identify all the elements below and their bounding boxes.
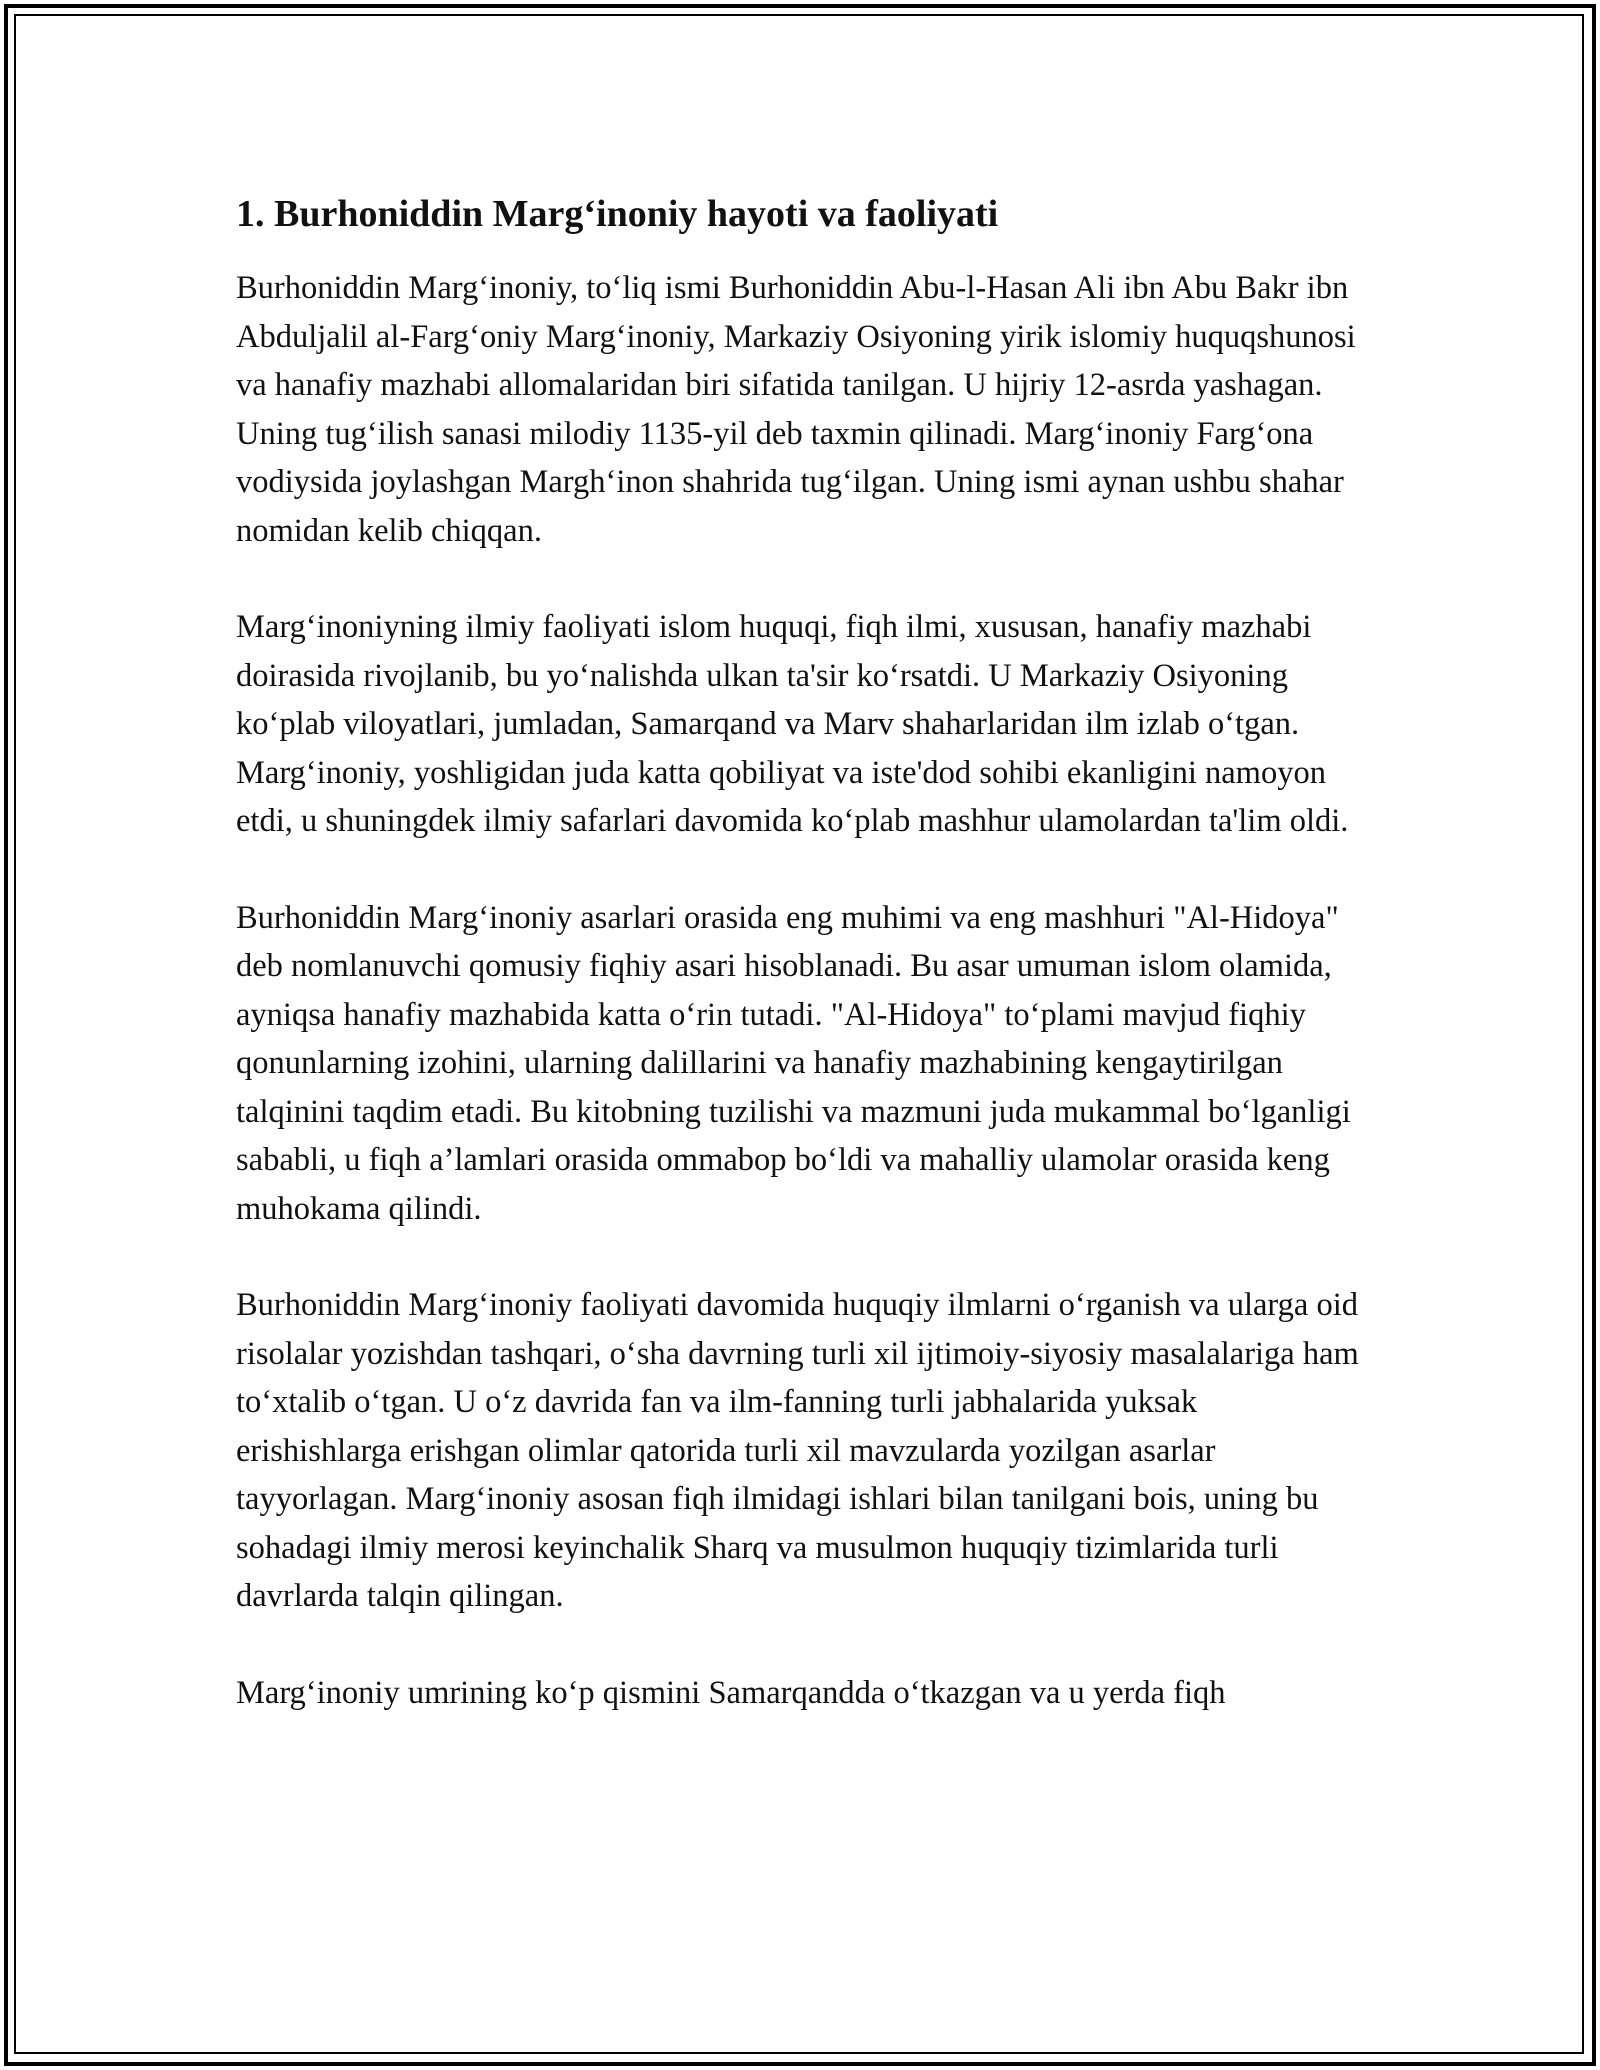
document-body [236, 186, 1368, 1717]
paragraph-legal-legacy: Burhoniddin Marg‘inoniy faoliyati davomida huquqiy ilmlarni o‘rganish va ularga oid risolalar yozishdan tashqari, o‘sha davrning turli xil ijtimoiy-siyosiy masalalariga ham to‘xtalib o‘tgan. U o‘z davrida fan va ilm-fanning turli jabhalarida yuksak erishishlarga erishgan olimlar qatorida turli xil mavzularda yozilgan asarlar tayyorlagan. Marg‘inoniy asosan fiqh ilmidagi ishlari bilan tanilgani bois, uning bu sohadagi ilmiy merosi keyinchalik Sharq va musulmon huquqiy tizimlarida turli davrlarda talqin qilingan. [236, 1287, 1359, 1614]
section-heading: 1. Burhoniddin Marg‘inoniy hayoti va faoliyati [236, 193, 999, 235]
paragraph-samarkand: Marg‘inoniy umrining ko‘p qismini Samarqandda o‘tkazgan va u yerda fiqh [236, 1674, 1226, 1711]
paragraph-biography-intro: Burhoniddin Marg‘inoniy, to‘liq ismi Burhoniddin Abu-l-Hasan Ali ibn Abu Bakr ibn Abduljalil al-Farg‘oniy Marg‘inoniy, Markaziy Osiyoning yirik islomiy huquqshunosi va hanafiy mazhabi allomalaridan biri sifatida tanilgan. U hijriy 12-asrda yashagan. Uning tug‘ilish sanasi milodiy 1135-yil deb taxmin qilinadi. Marg‘inoniy Farg‘ona vodiysida joylashgan Margh‘inon shahrida tug‘ilgan. Uning ismi aynan ushbu shahar nomidan kelib chiqqan. [236, 270, 1356, 549]
paragraph-al-hidoya: Burhoniddin Marg‘inoniy asarlari orasida eng muhimi va eng mashhuri "Al-Hidoya" deb nomlanuvchi qomusiy fiqhiy asari hisoblanadi. Bu asar umuman islom olamida, ayniqsa hanafiy mazhabida katta o‘rin tutadi. "Al-Hidoya" to‘plami mavjud fiqhiy qonunlarning izohini, ularning dalillarini va hanafiy mazhabining kengaytirilgan talqinini taqdim etadi. Bu kitobning tuzilishi va mazmuni juda mukammal bo‘lganligi sababli, u fiqh a’lamlari orasida ommabop bo‘ldi va mahalliy ulamolar orasida keng muhokama qilindi. [236, 899, 1351, 1227]
paragraph-scholarly-activity: Marg‘inoniyning ilmiy faoliyati islom huquqi, fiqh ilmi, xususan, hanafiy mazhabi doirasida rivojlanib, bu yo‘nalishda ulkan ta'sir ko‘rsatdi. U Markaziy Osiyoning ko‘plab viloyatlari, jumladan, Samarqand va Marv shaharlaridan ilm izlab o‘tgan. Marg‘inoniy, yoshligidan juda katta qobiliyat va iste'dod sohibi ekanligini namoyon etdi, u shuningdek ilmiy safarlari davomida ko‘plab mashhur ulamolardan ta'lim oldi. [236, 609, 1349, 839]
